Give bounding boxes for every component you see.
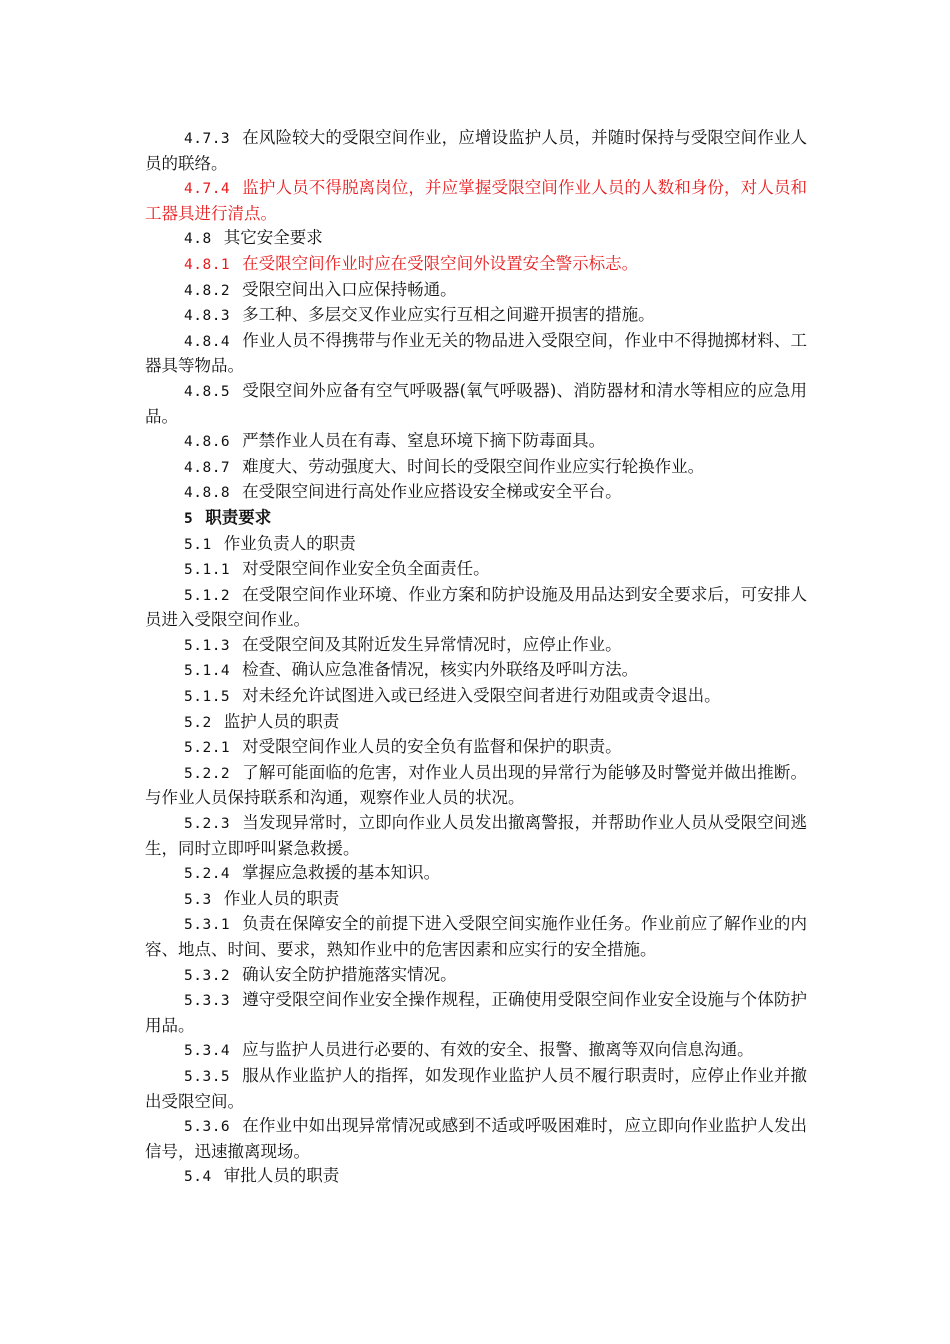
paragraph-text: 在受限空间作业环境、作业方案和防护设施及用品达到安全要求后，可安排人员进入受限空间作业。 (145, 584, 807, 630)
heading-5-3 (145, 887, 807, 913)
paragraph-5-1-2 (145, 583, 807, 633)
paragraph-text: 严禁作业人员在有毒、窒息环境下摘下防毒面具。 (242, 431, 606, 451)
paragraph-text: 在受限空间进行高处作业应搭设安全梯或安全平台。 (242, 482, 622, 502)
paragraph-text: 掌握应急救援的基本知识。 (242, 863, 441, 883)
paragraph-4-8-1 (145, 252, 807, 278)
section-number: 4.8.4 (184, 333, 231, 350)
section-number: 5.3.3 (184, 993, 231, 1010)
section-number: 5.2.3 (184, 816, 231, 833)
section-number: 4.7.4 (184, 181, 231, 198)
heading-5-2 (145, 710, 807, 736)
paragraph-5-1-1 (145, 557, 807, 583)
heading-text: 监护人员的职责 (223, 711, 340, 731)
heading-4-8 (145, 226, 807, 252)
paragraph-5-3-1 (145, 912, 807, 962)
heading-5-4 (145, 1164, 807, 1190)
section-number: 5.3.1 (184, 917, 231, 934)
paragraph-4-7-4 (145, 176, 807, 226)
paragraph-text: 在受限空间作业时应在受限空间外设置安全警示标志。 (242, 253, 639, 273)
paragraph-text: 多工种、多层交叉作业应实行互相之间避开损害的措施。 (242, 305, 655, 325)
paragraph-5-1-4 (145, 658, 807, 684)
section-number: 5 (184, 510, 194, 527)
paragraph-text: 难度大、劳动强度大、时间长的受限空间作业应实行轮换作业。 (242, 456, 705, 476)
paragraph-5-3-4 (145, 1038, 807, 1064)
paragraph-4-8-8 (145, 480, 807, 506)
paragraph-5-2-3 (145, 811, 807, 861)
section-number: 5.3.5 (184, 1068, 231, 1085)
section-number: 4.7.3 (184, 131, 231, 147)
paragraph-5-3-6 (145, 1114, 807, 1164)
section-number: 5.3.2 (184, 967, 231, 984)
paragraph-4-8-2 (145, 278, 807, 304)
heading-text: 作业人员的职责 (223, 888, 340, 908)
section-number: 4.8.2 (184, 282, 231, 299)
paragraph-text: 应与监护人员进行必要的、有效的安全、报警、撤离等双向信息沟通。 (242, 1040, 754, 1060)
paragraph-text: 检查、确认应急准备情况，核实内外联络及呼叫方法。 (242, 660, 639, 680)
paragraph-5-2-4 (145, 861, 807, 887)
section-number: 5.1.5 (184, 689, 231, 706)
heading-5 (145, 506, 807, 532)
section-number: 5.2.4 (184, 866, 231, 883)
section-number: 5.3.6 (184, 1119, 231, 1136)
paragraph-text: 了解可能面临的危害，对作业人员出现的异常行为能够及时警觉并做出推断。与作业人员保持联系和沟通，观察作业人员的状况。 (145, 762, 807, 808)
heading-5-1 (145, 532, 807, 558)
paragraph-4-8-7 (145, 455, 807, 481)
paragraph-text: 服从作业监护人的指挥，如发现作业监护人员不履行职责时，应停止作业并撤出受限空间。 (145, 1065, 807, 1111)
heading-text: 职责要求 (205, 507, 272, 527)
section-number: 5.3 (184, 891, 212, 908)
paragraph-text: 对受限空间作业安全负全面责任。 (242, 559, 490, 579)
section-number: 5.2.1 (184, 740, 231, 757)
section-number: 5.3.4 (184, 1043, 231, 1060)
paragraph-text: 受限空间出入口应保持畅通。 (242, 279, 457, 299)
section-number: 4.8 (184, 231, 212, 248)
section-number: 5.2 (184, 714, 212, 731)
section-number: 4.8.1 (184, 256, 231, 273)
paragraph-4-8-5 (145, 379, 807, 429)
section-number: 4.8.3 (184, 308, 231, 325)
paragraph-5-3-5 (145, 1064, 807, 1114)
paragraph-4-8-6 (145, 429, 807, 455)
paragraph-text: 确认安全防护措施落实情况。 (242, 964, 457, 984)
section-number: 4.8.6 (184, 434, 231, 451)
paragraph-text: 监护人员不得脱离岗位，并应掌握受限空间作业人员的人数和身份，对人员和工器具进行清点。 (145, 178, 807, 223)
paragraph-text: 受限空间外应备有空气呼吸器(氧气呼吸器)、消防器材和清水等相应的应急用品。 (145, 380, 807, 426)
paragraph-4-7-3 (145, 126, 807, 176)
paragraph-5-3-3 (145, 988, 807, 1038)
paragraph-text: 在受限空间及其附近发生异常情况时，应停止作业。 (242, 634, 622, 654)
heading-text: 其它安全要求 (223, 228, 323, 248)
paragraph-text: 当发现异常时，立即向作业人员发出撤离警报，并帮助作业人员从受限空间逃生，同时立即呼叫紧急救援。 (145, 813, 807, 858)
section-number: 5.2.2 (184, 765, 231, 782)
paragraph-text: 作业人员不得携带与作业无关的物品进入受限空间，作业中不得抛掷材料、工器具等物品。 (145, 330, 807, 376)
paragraph-4-8-3 (145, 303, 807, 329)
section-number: 5.1.1 (184, 562, 231, 579)
section-number: 4.8.5 (184, 383, 231, 400)
paragraph-5-1-3 (145, 633, 807, 659)
paragraph-text: 在风险较大的受限空间作业，应增设监护人员，并随时保持与受限空间作业人员的联络。 (145, 128, 807, 173)
section-number: 5.4 (184, 1169, 212, 1186)
paragraph-5-3-2 (145, 963, 807, 989)
paragraph-text: 在作业中如出现异常情况或感到不适或呼吸困难时，应立即向作业监护人发出信号，迅速撤离现场。 (145, 1116, 807, 1161)
heading-text: 审批人员的职责 (223, 1166, 340, 1186)
paragraph-text: 对受限空间作业人员的安全负有监督和保护的职责。 (242, 737, 622, 757)
paragraph-5-2-1 (145, 735, 807, 761)
paragraph-5-2-2 (145, 761, 807, 811)
heading-text: 作业负责人的职责 (223, 533, 356, 553)
document-page (145, 126, 807, 1190)
section-number: 4.8.7 (184, 459, 231, 476)
paragraph-text: 负责在保障安全的前提下进入受限空间实施作业任务。作业前应了解作业的内容、地点、时间、要求，熟知作业中的危害因素和应实行的安全措施。 (145, 914, 807, 959)
paragraph-text: 遵守受限空间作业安全操作规程，正确使用受限空间作业安全设施与个体防护用品。 (145, 990, 807, 1035)
section-number: 5.1.4 (184, 663, 231, 680)
paragraph-5-1-5 (145, 684, 807, 710)
section-number: 4.8.8 (184, 485, 231, 502)
paragraph-text: 对未经允许试图进入或已经进入受限空间者进行劝阻或责令退出。 (242, 686, 721, 706)
section-number: 5.1 (184, 536, 212, 553)
paragraph-4-8-4 (145, 329, 807, 379)
section-number: 5.1.2 (184, 587, 231, 604)
section-number: 5.1.3 (184, 637, 231, 654)
